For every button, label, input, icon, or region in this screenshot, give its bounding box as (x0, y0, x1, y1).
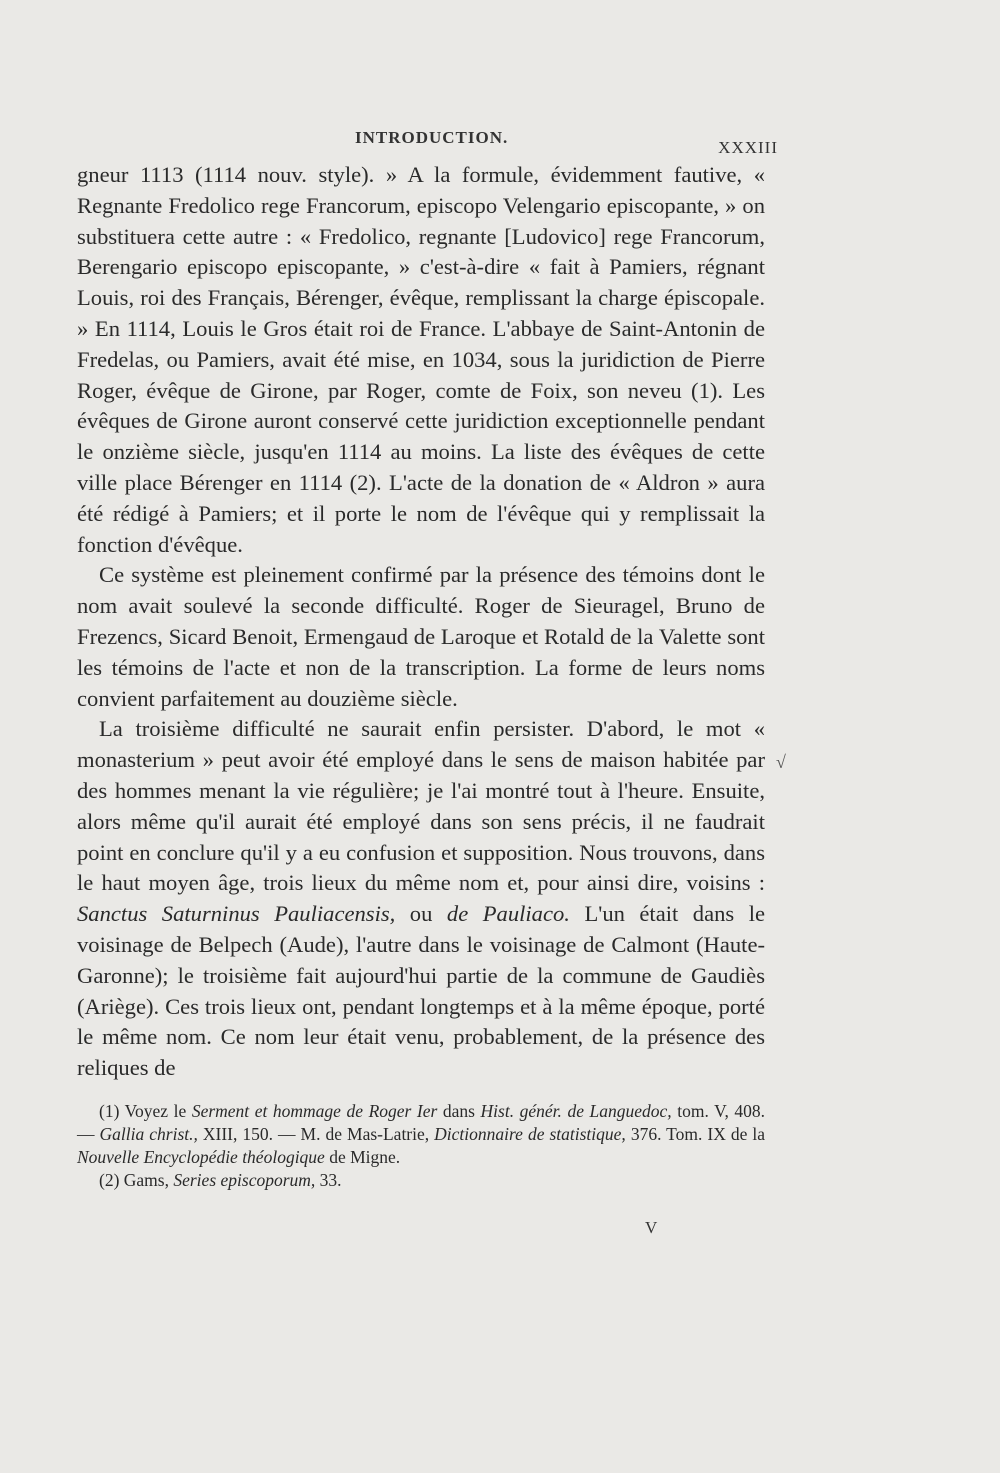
fn1-j: Nouvelle Encyclopédie théologique (77, 1147, 325, 1167)
signature-mark: V (645, 1218, 658, 1237)
footnote-1 (77, 1100, 765, 1169)
fn1-f: Gallia christ., (99, 1124, 198, 1144)
fn1-e: tom. V, 408. — (77, 1101, 766, 1144)
fn2-c: 33. (315, 1170, 342, 1190)
fn2-a: (2) Gams, (99, 1170, 174, 1190)
margin-check-mark: √ (776, 752, 786, 772)
fn1-k: de Migne. (324, 1147, 401, 1167)
fn1-c: dans (437, 1101, 481, 1121)
paragraph-3 (77, 714, 765, 1084)
footnotes (77, 1100, 765, 1192)
running-head-title: INTRODUCTION. (355, 128, 509, 147)
paragraph-3-italic-1: Sanctus Saturninus Pauliacensis, (77, 901, 396, 927)
paragraph-3-text-b: ou (395, 901, 447, 927)
footnote-2 (77, 1169, 765, 1192)
fn1-g: XIII, 150. — M. de Mas-Latrie, (197, 1124, 435, 1144)
fn1-d: Hist. génér. de Languedoc, (480, 1101, 672, 1121)
page-number: XXXIII (718, 138, 778, 157)
fn1-i: 376. Tom. IX de la (625, 1124, 765, 1144)
paragraph-2: Ce système est pleinement confirmé par la présence des témoins dont le nom avait soulevé la seconde difficulté. Roger de Sieuragel, Bruno de Frezencs, Sicard Benoit, Ermengaud de Laroque et Rotald de la Valette sont les témoins de l'acte et non de la transcription. La forme de leurs noms convient parfaitement au douzième siècle. (77, 562, 765, 711)
fn1-h: Dictionnaire de statistique, (434, 1124, 626, 1144)
running-head (0, 128, 1000, 157)
paragraph-3-italic-2: de Pauliaco. (446, 901, 570, 927)
fn1-b: Serment et hommage de Roger Ier (191, 1101, 438, 1121)
paragraph-1: gneur 1113 (1114 nouv. style). » A la formule, évidemment fautive, « Regnante Fredolico rege Francorum, episcopo Velengario episcopante, » on substituera cette autre : « Fredolico, regnante [Ludovico] rege Francorum, Berengario episcopo episcopante, » c'est-à-dire « fait à Pamiers, régnant Louis, roi des Français, Bérenger, évêque, remplissant la charge épiscopale. » En 1114, Louis le Gros était roi de France. L'abbaye de Saint-Antonin de Fredelas, ou Pamiers, avait été mise, en 1034, sous la juridiction de Pierre Roger, évêque de Girone, par Roger, comte de Foix, son neveu (1). Les évêques de Girone auront conservé cette juridiction exceptionnelle pendant le onzième siècle, jusqu'en 1114 au moins. La liste des évêques de cette ville place Bérenger en 1114 (2). L'acte de la donation de « Aldron » aura été rédigé à Pamiers; et il porte le nom de l'évêque qui y remplissait la fonction d'évêque. (77, 162, 765, 557)
fn1-a: (1) Voyez le (99, 1101, 192, 1121)
fn2-b: Series episcoporum, (173, 1170, 316, 1190)
paragraph-3-text-a: La troisième difficulté ne saurait enfin persister. D'abord, le mot « monasterium » peut avoir été employé dans le sens de maison habitée par des hommes menant la vie régulière; je l'ai montré tout à l'heure. Ensuite, alors même qu'il aurait été employé dans son sens précis, il ne faudrait point en conclure qu'il y a eu confusion et supposition. Nous trouvons, dans le haut moyen âge, trois lieux du même nom et, pour ainsi dire, voisins : (77, 716, 765, 896)
main-text (77, 160, 765, 1084)
paragraph-3-text-c: L'un était dans le voisinage de Belpech (Aude), l'autre dans le voisinage de Calmont (Haute-Garonne); le troisième fait aujourd'hui partie de la commune de Gaudiès (Ariège). Ces trois lieux ont, pendant longtemps et à la même époque, porté le même nom. Ce nom leur était venu, probablement, de la présence des reliques de (77, 901, 766, 1081)
